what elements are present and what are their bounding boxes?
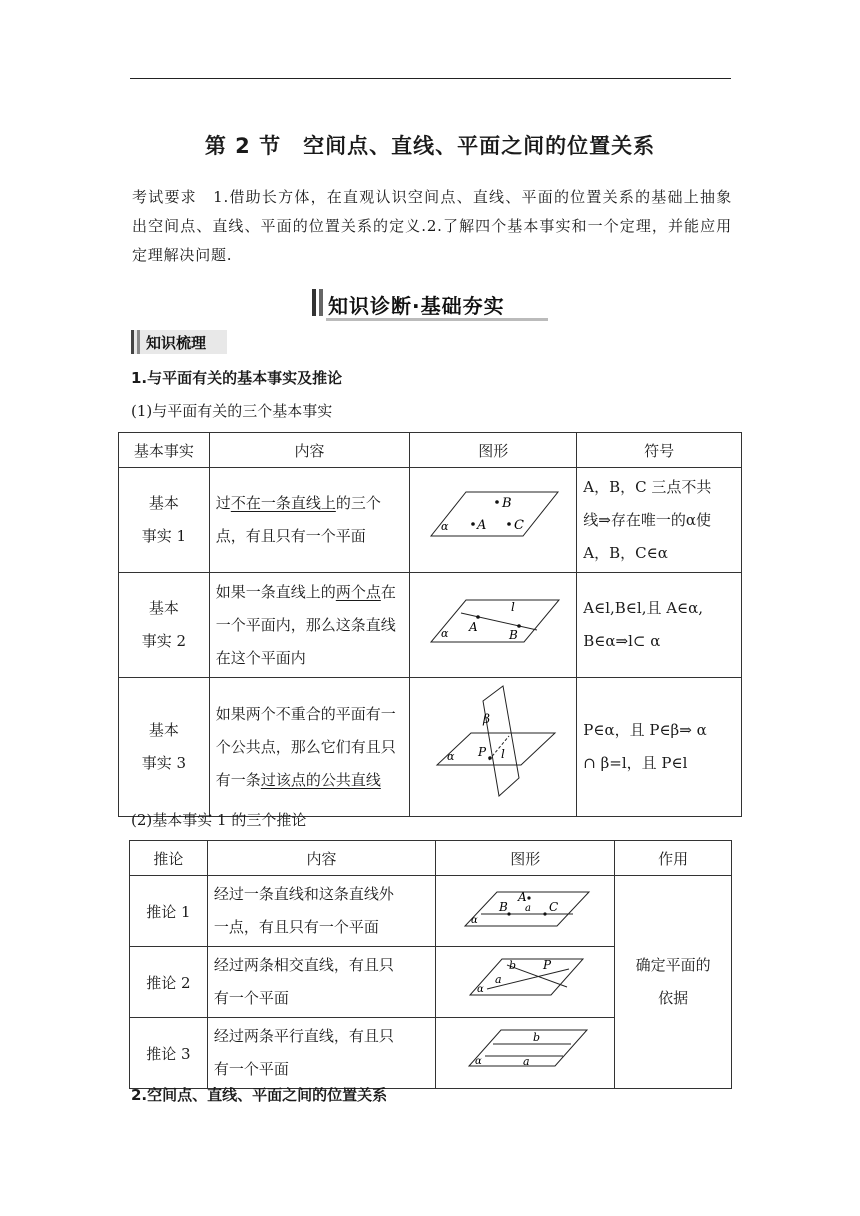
content-line: 经过两条相交直线，有且只	[213, 956, 394, 974]
row-name	[119, 573, 210, 678]
sub-banner	[131, 330, 227, 354]
plane-alpha	[437, 733, 555, 765]
row-name-line: 基本	[148, 599, 179, 617]
label-l: l	[510, 600, 515, 614]
symbol-line: A，B，C∈α	[583, 543, 668, 562]
table-row	[119, 678, 742, 817]
row-symbol	[577, 573, 742, 678]
label-line-b: b	[532, 1031, 540, 1044]
point-c	[543, 912, 546, 915]
symbol-line: A∈l,B∈l,且 A∈α,	[583, 599, 704, 617]
heading-basic-facts: 1.与平面有关的基本事实及推论	[131, 369, 343, 387]
content-line: 经过两条平行直线，有且只	[213, 1027, 394, 1045]
banner-underline	[326, 318, 548, 321]
figure-cell	[436, 876, 615, 947]
point-b	[507, 912, 510, 915]
sub-banner-bar	[131, 330, 134, 354]
figure-cell	[436, 1018, 615, 1089]
label-a: A	[468, 620, 478, 634]
label-line-a: a	[524, 903, 531, 914]
point-a	[527, 896, 530, 899]
row-name: 推论 2	[130, 947, 208, 1018]
content-text: 过	[215, 494, 231, 512]
header-cell: 推论	[130, 841, 208, 876]
row-name-line: 基本	[148, 721, 179, 739]
banner-text: 知识诊断·基础夯实	[328, 294, 505, 318]
header-cell: 作用	[615, 841, 732, 876]
table-header-row	[119, 433, 742, 468]
row-content	[209, 678, 409, 817]
purpose-line: 确定平面的	[635, 956, 711, 974]
content-underlined: 不在一条直线上	[230, 494, 336, 512]
content-text: 的三个点，有且只有一个平面	[215, 494, 381, 545]
point-a	[471, 522, 475, 526]
point-b	[495, 500, 499, 504]
content-line: 经过一条直线和这条直线外	[213, 885, 394, 903]
label-alpha: α	[474, 1056, 482, 1067]
purpose-line: 依据	[658, 989, 689, 1007]
parallel-lines-figure	[437, 1018, 614, 1084]
content-text: 如果一条直线上的	[215, 582, 336, 601]
row-name: 推论 1	[130, 876, 208, 947]
row-content	[209, 468, 409, 573]
point-p	[488, 756, 492, 760]
row-name	[119, 468, 210, 573]
header-cell: 图形	[436, 841, 615, 876]
content-line: 有一个平面	[213, 989, 289, 1007]
label-p: P	[477, 745, 486, 759]
content-underlined: 过该点的公共直线	[260, 770, 381, 789]
header-cell: 符号	[577, 433, 742, 468]
label-alpha: α	[440, 520, 449, 533]
content-underlined: 两个点	[335, 582, 381, 601]
header-rule	[130, 78, 731, 79]
figure-cell	[410, 468, 577, 573]
row-content	[209, 573, 409, 678]
row-name	[119, 678, 210, 817]
symbol-line: 线⇒存在唯一的α使	[583, 510, 711, 529]
label-c: C	[513, 518, 524, 533]
plane-three-points-figure	[411, 468, 576, 568]
label-p: P	[542, 958, 551, 972]
label-alpha: α	[470, 915, 478, 926]
heading-three-facts: (1)与平面有关的三个基本事实	[131, 402, 333, 420]
plane-alpha	[431, 492, 558, 536]
sub-banner-bar	[137, 330, 140, 354]
row-symbol	[577, 678, 742, 817]
point-c	[507, 522, 511, 526]
line-and-point-figure	[437, 876, 614, 942]
intersecting-planes-figure	[411, 678, 576, 812]
plane-beta	[483, 686, 519, 796]
label-beta: β	[482, 712, 490, 726]
label-line-b: b	[508, 959, 516, 972]
figure-cell	[436, 947, 615, 1018]
row-symbol	[577, 468, 742, 573]
exam-requirements: 考试要求 1.借助长方体，在直观认识空间点、直线、平面的位置关系的基础上抽象出空间点、直线、平面的位置关系的定义.2.了解四个基本事实和一个定理，并能应用定理解决问题.	[132, 188, 732, 264]
header-cell: 基本事实	[119, 433, 210, 468]
label-line-a: a	[494, 973, 502, 986]
symbol-line: A，B，C 三点不共	[583, 477, 712, 496]
table-row	[130, 876, 732, 947]
section-title: 第 2 节 空间点、直线、平面之间的位置关系	[204, 134, 656, 158]
banner-bar	[319, 289, 323, 316]
label-l: l	[500, 747, 505, 761]
banner-bar	[312, 289, 316, 316]
table-row	[119, 573, 742, 678]
label-b: B	[508, 628, 518, 642]
header-cell: 内容	[209, 433, 409, 468]
label-line-a: a	[522, 1055, 530, 1068]
heading-corollaries: (2)基本事实 1 的三个推论	[131, 811, 307, 829]
section-banner	[312, 288, 548, 319]
row-content	[207, 947, 435, 1018]
label-b: B	[498, 900, 508, 914]
label-c: C	[548, 900, 558, 914]
row-name-line: 事实 3	[141, 754, 187, 772]
row-content	[207, 1018, 435, 1089]
row-name-line: 基本	[148, 494, 179, 512]
purpose-cell	[615, 876, 732, 1089]
plane-alpha	[470, 959, 583, 995]
row-name-line: 事实 1	[141, 527, 187, 545]
intersecting-lines-figure	[437, 947, 614, 1013]
label-a: A	[517, 890, 527, 904]
content-line: 有一个平面	[213, 1060, 289, 1078]
sub-banner-text: 知识梳理	[146, 334, 207, 352]
row-name-line: 事实 2	[141, 632, 187, 650]
label-alpha: α	[440, 627, 449, 640]
symbol-line: P∈α，且 P∈β⇒ α	[583, 721, 707, 739]
header-cell: 内容	[207, 841, 435, 876]
row-content	[207, 876, 435, 947]
line-in-plane-figure	[411, 573, 576, 673]
table-row	[119, 468, 742, 573]
symbol-line: ∩ β=l，且 P∈l	[583, 754, 688, 772]
heading-positional-relations: 2.空间点、直线、平面之间的位置关系	[131, 1086, 388, 1104]
row-name: 推论 3	[130, 1018, 208, 1089]
symbol-line: B∈α⇒l⊂ α	[583, 632, 661, 650]
label-b: B	[501, 496, 512, 511]
figure-cell	[410, 573, 577, 678]
figure-cell	[410, 678, 577, 817]
label-alpha: α	[476, 984, 484, 995]
table-header-row	[130, 841, 732, 876]
label-a: A	[476, 518, 487, 533]
content-text: 在一个平面内，那么这条直线在这个平面内	[215, 582, 396, 667]
header-cell: 图形	[410, 433, 577, 468]
corollaries-table	[129, 840, 732, 1089]
basic-facts-table	[118, 432, 742, 817]
label-alpha: α	[446, 750, 455, 763]
content-text: 如果两个不重合的平面有一个公共点，那么它们有且只有一条	[215, 704, 396, 789]
point-a	[476, 615, 480, 619]
content-line: 一点，有且只有一个平面	[213, 918, 379, 936]
